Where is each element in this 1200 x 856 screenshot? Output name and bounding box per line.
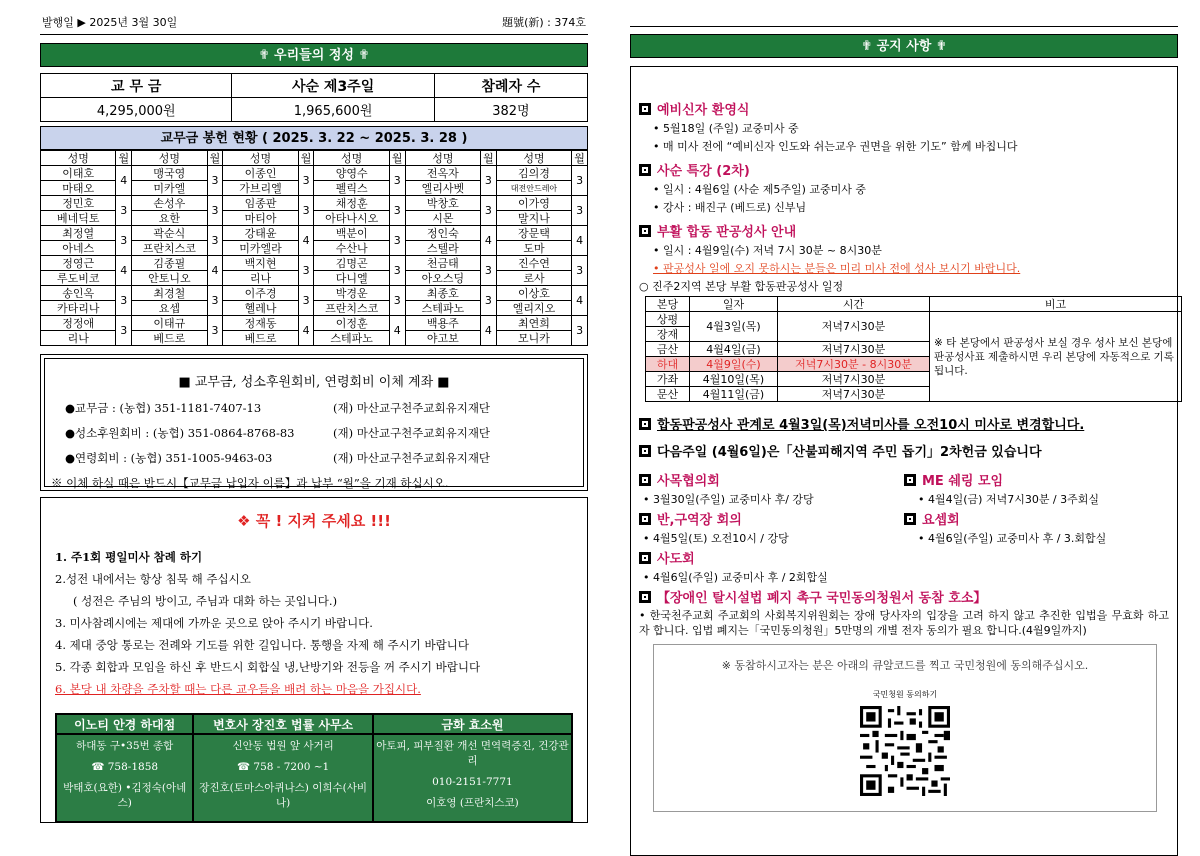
donor-baptismal-name: 모니카 bbox=[496, 331, 571, 346]
donor-col-header: 성명 bbox=[41, 151, 116, 166]
donor-month: 3 bbox=[298, 286, 314, 316]
period-title: 교무금 봉헌 현황 ( 2025. 3. 22 ~ 2025. 3. 28 ) bbox=[40, 126, 588, 150]
donor-name: 곽순식 bbox=[132, 226, 207, 241]
qr-code-icon[interactable] bbox=[860, 706, 950, 796]
donor-name: 박창호 bbox=[405, 196, 480, 211]
notice-item: • 4월6일(주일) 교중미사 후 / 2회합실 bbox=[643, 571, 828, 584]
donor-baptismal-name: 아오스딩 bbox=[405, 271, 480, 286]
schedule-note: ※ 타 본당에서 판공성사 보실 경우 성사 보신 본당에 판공성사표 제출하시면 우리 본당에 자동적으로 기록됩니다. bbox=[930, 312, 1182, 402]
schedule-cell: 문산 bbox=[646, 387, 690, 402]
donor-baptismal-name: 요셉 bbox=[132, 301, 207, 316]
schedule-cell: 4월11일(금) bbox=[690, 387, 778, 402]
notice-district-meeting: 반,구역장 회의 bbox=[639, 509, 904, 528]
donor-baptismal-name: 헬레나 bbox=[223, 301, 298, 316]
donor-month: 4 bbox=[572, 286, 588, 316]
donor-name: 손성우 bbox=[132, 196, 207, 211]
ad-body: 하대동 구•35번 종합 ☎ 758-1858 박태호(요한) •김정숙(아네스) bbox=[56, 734, 193, 822]
donor-month: 3 bbox=[207, 286, 223, 316]
donor-month: 3 bbox=[207, 316, 223, 346]
notice-me-meeting: ME 쉐링 모임 bbox=[904, 470, 1169, 489]
account-line: ●성소후원회비 : (농협) 351-0864-8768-83 (재) 마산교구천주교회유지재단 bbox=[65, 426, 491, 440]
schedule-cell: 가좌 bbox=[646, 372, 690, 387]
notice-item: • 4월4일(금) 저녁7시30분 / 3주회실 bbox=[918, 493, 1100, 506]
donor-baptismal-name: 미카엘 bbox=[132, 181, 207, 196]
donor-name: 정영근 bbox=[41, 256, 116, 271]
notice-apostles: 사도회 bbox=[639, 548, 1169, 567]
donor-col-header: 성명 bbox=[223, 151, 298, 166]
donor-name: 이태규 bbox=[132, 316, 207, 331]
donor-baptismal-name: 베드로 bbox=[132, 331, 207, 346]
summary-header: 교 무 금 bbox=[41, 74, 232, 98]
donor-name: 장문택 bbox=[496, 226, 571, 241]
donor-month: 3 bbox=[572, 316, 588, 346]
notice-lent-lecture: 사순 특강 (2차) bbox=[639, 160, 1169, 179]
square-bullet-icon bbox=[639, 591, 651, 603]
donor-baptismal-name: 스테파노 bbox=[314, 331, 389, 346]
donor-baptismal-name: 시몬 bbox=[405, 211, 480, 226]
schedule-cell: 4월10일(목) bbox=[690, 372, 778, 387]
schedule-cell: 금산 bbox=[646, 342, 690, 357]
square-bullet-icon bbox=[639, 225, 651, 237]
donor-month: 3 bbox=[481, 286, 497, 316]
notice-pastoral-council: 사목협의회 bbox=[639, 470, 904, 489]
donor-name: 천금태 bbox=[405, 256, 480, 271]
donor-baptismal-name: 베네딕토 bbox=[41, 211, 116, 226]
donor-name: 정재동 bbox=[223, 316, 298, 331]
schedule-header: 일자 bbox=[690, 297, 778, 312]
schedule-cell: 저녁7시30분 bbox=[778, 312, 930, 342]
summary-value: 4,295,000원 bbox=[41, 98, 232, 122]
donor-name: 백지현 bbox=[223, 256, 298, 271]
square-bullet-icon bbox=[639, 164, 651, 176]
donor-name: 김명곤 bbox=[314, 256, 389, 271]
schedule-title: ○ 진주2지역 본당 부활 합동판공성사 일정 bbox=[639, 280, 844, 293]
summary-value: 1,965,600원 bbox=[232, 98, 434, 122]
donor-col-header: 월 bbox=[207, 151, 223, 166]
issue-number: 題號(新) : 374호 bbox=[502, 16, 586, 29]
donor-month: 3 bbox=[298, 166, 314, 196]
schedule-cell-highlight: 저녁7시30분 - 8시30분 bbox=[778, 357, 930, 372]
donor-month: 3 bbox=[572, 256, 588, 286]
donor-baptismal-name: 루도비코 bbox=[41, 271, 116, 286]
donor-month: 3 bbox=[389, 226, 405, 256]
donor-month: 3 bbox=[572, 166, 588, 196]
donor-col-header: 월 bbox=[298, 151, 314, 166]
donor-name: 정인숙 bbox=[405, 226, 480, 241]
donor-month: 3 bbox=[389, 166, 405, 196]
donor-name: 송인옥 bbox=[41, 286, 116, 301]
donor-name: 강태윤 bbox=[223, 226, 298, 241]
donor-baptismal-name: 로사 bbox=[496, 271, 571, 286]
schedule-header: 본당 bbox=[646, 297, 690, 312]
left-page bbox=[40, 14, 588, 823]
square-bullet-icon bbox=[904, 513, 916, 525]
square-bullet-icon bbox=[639, 445, 651, 457]
donor-baptismal-name: 리나 bbox=[223, 271, 298, 286]
donor-month: 4 bbox=[298, 316, 314, 346]
donor-month: 3 bbox=[116, 286, 132, 316]
section-title-notices: ✟ 공지 사항 ✟ bbox=[630, 34, 1178, 58]
donor-baptismal-name: 프란치스코 bbox=[314, 301, 389, 316]
ad-name: 변호사 장진호 법률 사무소 bbox=[193, 714, 372, 734]
account-note: ※ 이체 하실 때은 반드시【교무금 납입자 이름】과 납부 “월”을 기재 하십시오. bbox=[51, 476, 449, 490]
notice-box bbox=[630, 66, 1178, 856]
donor-col-header: 성명 bbox=[405, 151, 480, 166]
donor-month: 3 bbox=[116, 316, 132, 346]
donor-name: 진수연 bbox=[496, 256, 571, 271]
summary-value: 382명 bbox=[434, 98, 587, 122]
donor-name: 이주경 bbox=[223, 286, 298, 301]
donor-col-header: 월 bbox=[572, 151, 588, 166]
donor-baptismal-name: 안토니오 bbox=[132, 271, 207, 286]
donor-name: 최경철 bbox=[132, 286, 207, 301]
donor-month: 3 bbox=[389, 256, 405, 286]
donor-month: 4 bbox=[481, 316, 497, 346]
notice-warning: • 판공성사 일에 오지 못하시는 분들은 미리 미사 전에 성사 보시기 바랍니다. bbox=[653, 262, 1021, 275]
donor-month: 3 bbox=[207, 166, 223, 196]
donor-name: 백용주 bbox=[405, 316, 480, 331]
schedule-cell-highlight: 4월9일(수) bbox=[690, 357, 778, 372]
donor-month: 4 bbox=[572, 226, 588, 256]
rule-item: 2.성전 내에서는 항상 침묵 해 주십시오 bbox=[55, 572, 251, 586]
donor-baptismal-name: 스텔라 bbox=[405, 241, 480, 256]
qr-label: 국민청원 동의하기 bbox=[872, 690, 938, 699]
square-bullet-icon bbox=[639, 513, 651, 525]
schedule-cell: 4월3일(목) bbox=[690, 312, 778, 342]
notice-item: • 매 미사 전에 “예비신자 인도와 쉬는교우 권면을 위한 기도” 함께 바칩니다 bbox=[653, 140, 1018, 153]
schedule-cell-highlight: 하대 bbox=[646, 357, 690, 372]
donor-baptismal-name: 야고보 bbox=[405, 331, 480, 346]
qr-box bbox=[653, 644, 1157, 812]
penance-schedule bbox=[645, 296, 1182, 402]
notice-mass-change: 합동판공성사 관계로 4월3일(목)저녁미사를 오전10시 미사로 변경합니다. bbox=[639, 414, 1169, 433]
donor-col-header: 월 bbox=[116, 151, 132, 166]
schedule-cell: 저녁7시30분 bbox=[778, 372, 930, 387]
donor-month: 3 bbox=[481, 166, 497, 196]
ad-body: 신안동 법원 앞 사거리 ☎ 758 - 7200 ~1 장진호(토마스아퀴나스) 이희수(사비나) bbox=[193, 734, 372, 822]
donor-name: 김의경 bbox=[496, 166, 571, 181]
donor-baptismal-name: 엘리지오 bbox=[496, 301, 571, 316]
rule-item: ( 성전은 주님의 방이고, 주님과 대화 하는 곳입니다.) bbox=[73, 594, 338, 608]
donor-month: 4 bbox=[298, 226, 314, 256]
donor-baptismal-name: 수산나 bbox=[314, 241, 389, 256]
donor-name: 이태호 bbox=[41, 166, 116, 181]
square-bullet-icon bbox=[639, 418, 651, 430]
notice-item: • 3월30일(주일) 교중미사 후/ 강당 bbox=[643, 493, 814, 506]
donor-month: 3 bbox=[116, 226, 132, 256]
donor-baptismal-name: 도마 bbox=[496, 241, 571, 256]
donor-name: 정민호 bbox=[41, 196, 116, 211]
donor-baptismal-name: 프란치스코 bbox=[132, 241, 207, 256]
donor-month: 3 bbox=[298, 196, 314, 226]
donor-name: 이가영 bbox=[496, 196, 571, 211]
donor-baptismal-name: 요한 bbox=[132, 211, 207, 226]
donor-month: 3 bbox=[116, 196, 132, 226]
donor-name: 정정애 bbox=[41, 316, 116, 331]
rule-item: 1. 주1회 평일미사 참례 하기 bbox=[55, 550, 203, 564]
donor-baptismal-name: 다니엘 bbox=[314, 271, 389, 286]
donor-baptismal-name: 가브리엘 bbox=[223, 181, 298, 196]
notice-collection: 다음주일 (4월6일)은「산불피해지역 주민 돕기」2차헌금 있습니다 bbox=[639, 441, 1169, 460]
donor-col-header: 성명 bbox=[496, 151, 571, 166]
ads-table bbox=[55, 713, 573, 823]
notice-petition: 【장애인 탈시설법 폐지 촉구 국민동의청원서 동참 호소】 bbox=[639, 587, 1169, 606]
rule-item: 3. 미사참례시에는 제대에 가까운 곳으로 앉아 주시기 바랍니다. bbox=[55, 616, 373, 630]
donor-month: 3 bbox=[389, 196, 405, 226]
schedule-cell: 저녁7시30분 bbox=[778, 387, 930, 402]
donor-table bbox=[40, 150, 588, 346]
page-header bbox=[40, 14, 588, 35]
notice-penance: 부활 합동 판공성사 안내 bbox=[639, 221, 1169, 240]
donor-col-header: 월 bbox=[389, 151, 405, 166]
donor-name: 맹국영 bbox=[132, 166, 207, 181]
ad-name: 이노티 안경 하대점 bbox=[56, 714, 193, 734]
offering-summary bbox=[40, 73, 588, 122]
donor-name: 이상호 bbox=[496, 286, 571, 301]
donor-name: 김종필 bbox=[132, 256, 207, 271]
donor-month: 3 bbox=[298, 256, 314, 286]
notice-item: • 5월18일 (주일) 교중미사 중 bbox=[653, 122, 799, 135]
account-line: ●연령회비 : (농협) 351-1005-9463-03 (재) 마산교구천주교회유지재단 bbox=[65, 451, 491, 465]
donor-name: 양영수 bbox=[314, 166, 389, 181]
square-bullet-icon bbox=[639, 474, 651, 486]
donor-month: 4 bbox=[116, 256, 132, 286]
donor-name: 최정열 bbox=[41, 226, 116, 241]
publish-date: 발행일 ▶ 2025년 3월 30일 bbox=[42, 16, 178, 29]
donor-baptismal-name: 펠릭스 bbox=[314, 181, 389, 196]
notice-joseph-club: 요셉회 bbox=[904, 509, 1169, 528]
schedule-cell: 저녁7시30분 bbox=[778, 342, 930, 357]
notice-item: • 일시 : 4월6일 (사순 제5주일) 교중미사 중 bbox=[653, 183, 867, 196]
square-bullet-icon bbox=[639, 103, 651, 115]
donor-month: 3 bbox=[481, 196, 497, 226]
donor-baptismal-name: 대전안드레아 bbox=[496, 181, 571, 196]
donor-name: 임종판 bbox=[223, 196, 298, 211]
section-title-offerings: ✟ 우리들의 정성 ✟ bbox=[40, 43, 588, 67]
petition-text: • 한국천주교회 주교회의 사회복지위원회는 장애 당사자의 입장을 고려 하지 않고 추진한 입법을 무효화 하고자 합니다. 입법 폐지는「국민동의청원」5만명의 개별 전자 동의가 필요 합니다.(4월9일까지) bbox=[639, 609, 1169, 637]
donor-name: 최종호 bbox=[405, 286, 480, 301]
donor-name: 이정훈 bbox=[314, 316, 389, 331]
account-line: ●교무금 : (농협) 351-1181-7407-13 (재) 마산교구천주교회유지재단 bbox=[65, 401, 491, 415]
account-box bbox=[40, 354, 588, 491]
donor-name: 백분이 bbox=[314, 226, 389, 241]
ad-name: 금화 효소원 bbox=[373, 714, 572, 734]
donor-month: 3 bbox=[389, 286, 405, 316]
account-title: ■ 교무금, 성소후원회비, 연령회비 이체 계좌 ■ bbox=[178, 375, 450, 390]
donor-baptismal-name: 엘리사벳 bbox=[405, 181, 480, 196]
notice-item: • 4월5일(토) 오전10시 / 강당 bbox=[643, 532, 789, 545]
schedule-header: 시간 bbox=[778, 297, 930, 312]
donor-month: 4 bbox=[207, 256, 223, 286]
donor-name: 박경운 bbox=[314, 286, 389, 301]
donor-name: 전옥자 bbox=[405, 166, 480, 181]
donor-month: 4 bbox=[481, 226, 497, 256]
donor-baptismal-name: 마태오 bbox=[41, 181, 116, 196]
donor-month: 4 bbox=[116, 166, 132, 196]
schedule-cell: 상평 bbox=[646, 312, 690, 327]
donor-col-header: 성명 bbox=[314, 151, 389, 166]
square-bullet-icon bbox=[904, 474, 916, 486]
donor-month: 3 bbox=[207, 226, 223, 256]
donor-baptismal-name: 카타리나 bbox=[41, 301, 116, 316]
rules-box bbox=[40, 497, 588, 823]
rule-item: 4. 제대 중앙 통로는 전례와 기도를 위한 길입니다. 통행을 자제 해 주시기 바랍니다 bbox=[55, 638, 469, 652]
notice-item: • 강사 : 배진구 (베드로) 신부님 bbox=[653, 201, 807, 214]
donor-baptismal-name: 마티아 bbox=[223, 211, 298, 226]
donor-baptismal-name: 미카엘라 bbox=[223, 241, 298, 256]
donor-month: 3 bbox=[207, 196, 223, 226]
rule-item: 6. 본당 내 차량을 주차할 때는 다른 교우들을 배려 하는 마음을 가집시다. bbox=[55, 682, 421, 696]
notice-item: • 4월6일(주일) 교중미사 후 / 3.회합실 bbox=[918, 532, 1107, 545]
donor-baptismal-name: 말지나 bbox=[496, 211, 571, 226]
notice-item: • 일시 : 4월9일(수) 저녁 7시 30분 ~ 8시30분 bbox=[653, 244, 882, 257]
right-page bbox=[630, 26, 1178, 856]
donor-name: 최연희 bbox=[496, 316, 571, 331]
schedule-cell: 4월4일(금) bbox=[690, 342, 778, 357]
schedule-header: 비고 bbox=[930, 297, 1182, 312]
qr-note: ※ 동참하시고자는 분은 아래의 큐알코드를 찍고 국민청원에 동의해주십시오. bbox=[721, 659, 1089, 672]
donor-month: 4 bbox=[389, 316, 405, 346]
donor-col-header: 성명 bbox=[132, 151, 207, 166]
square-bullet-icon bbox=[639, 552, 651, 564]
donor-baptismal-name: 리나 bbox=[41, 331, 116, 346]
donor-month: 3 bbox=[481, 256, 497, 286]
donor-baptismal-name: 스테파노 bbox=[405, 301, 480, 316]
rules-title: ❖ 꼭 ! 지켜 주세요 !!! bbox=[237, 512, 391, 530]
ad-body: 아토피, 피부질환 개선 면역력증진, 건강관리 010-2151-7771 이호영 (프란치스코) bbox=[373, 734, 572, 822]
schedule-cell: 장재 bbox=[646, 327, 690, 342]
donor-col-header: 월 bbox=[481, 151, 497, 166]
donor-baptismal-name: 아네스 bbox=[41, 241, 116, 256]
donor-name: 채정훈 bbox=[314, 196, 389, 211]
summary-header: 참례자 수 bbox=[434, 74, 587, 98]
notice-catechumen: 예비신자 환영식 bbox=[639, 99, 1169, 118]
summary-header: 사순 제3주일 bbox=[232, 74, 434, 98]
donor-baptismal-name: 아타나시오 bbox=[314, 211, 389, 226]
donor-name: 이종인 bbox=[223, 166, 298, 181]
donor-month: 3 bbox=[572, 196, 588, 226]
donor-baptismal-name: 베드로 bbox=[223, 331, 298, 346]
rule-item: 5. 각종 회합과 모임을 하신 후 반드시 회합실 냉,난방기와 전등을 꺼 주시기 바랍니다 bbox=[55, 660, 481, 674]
